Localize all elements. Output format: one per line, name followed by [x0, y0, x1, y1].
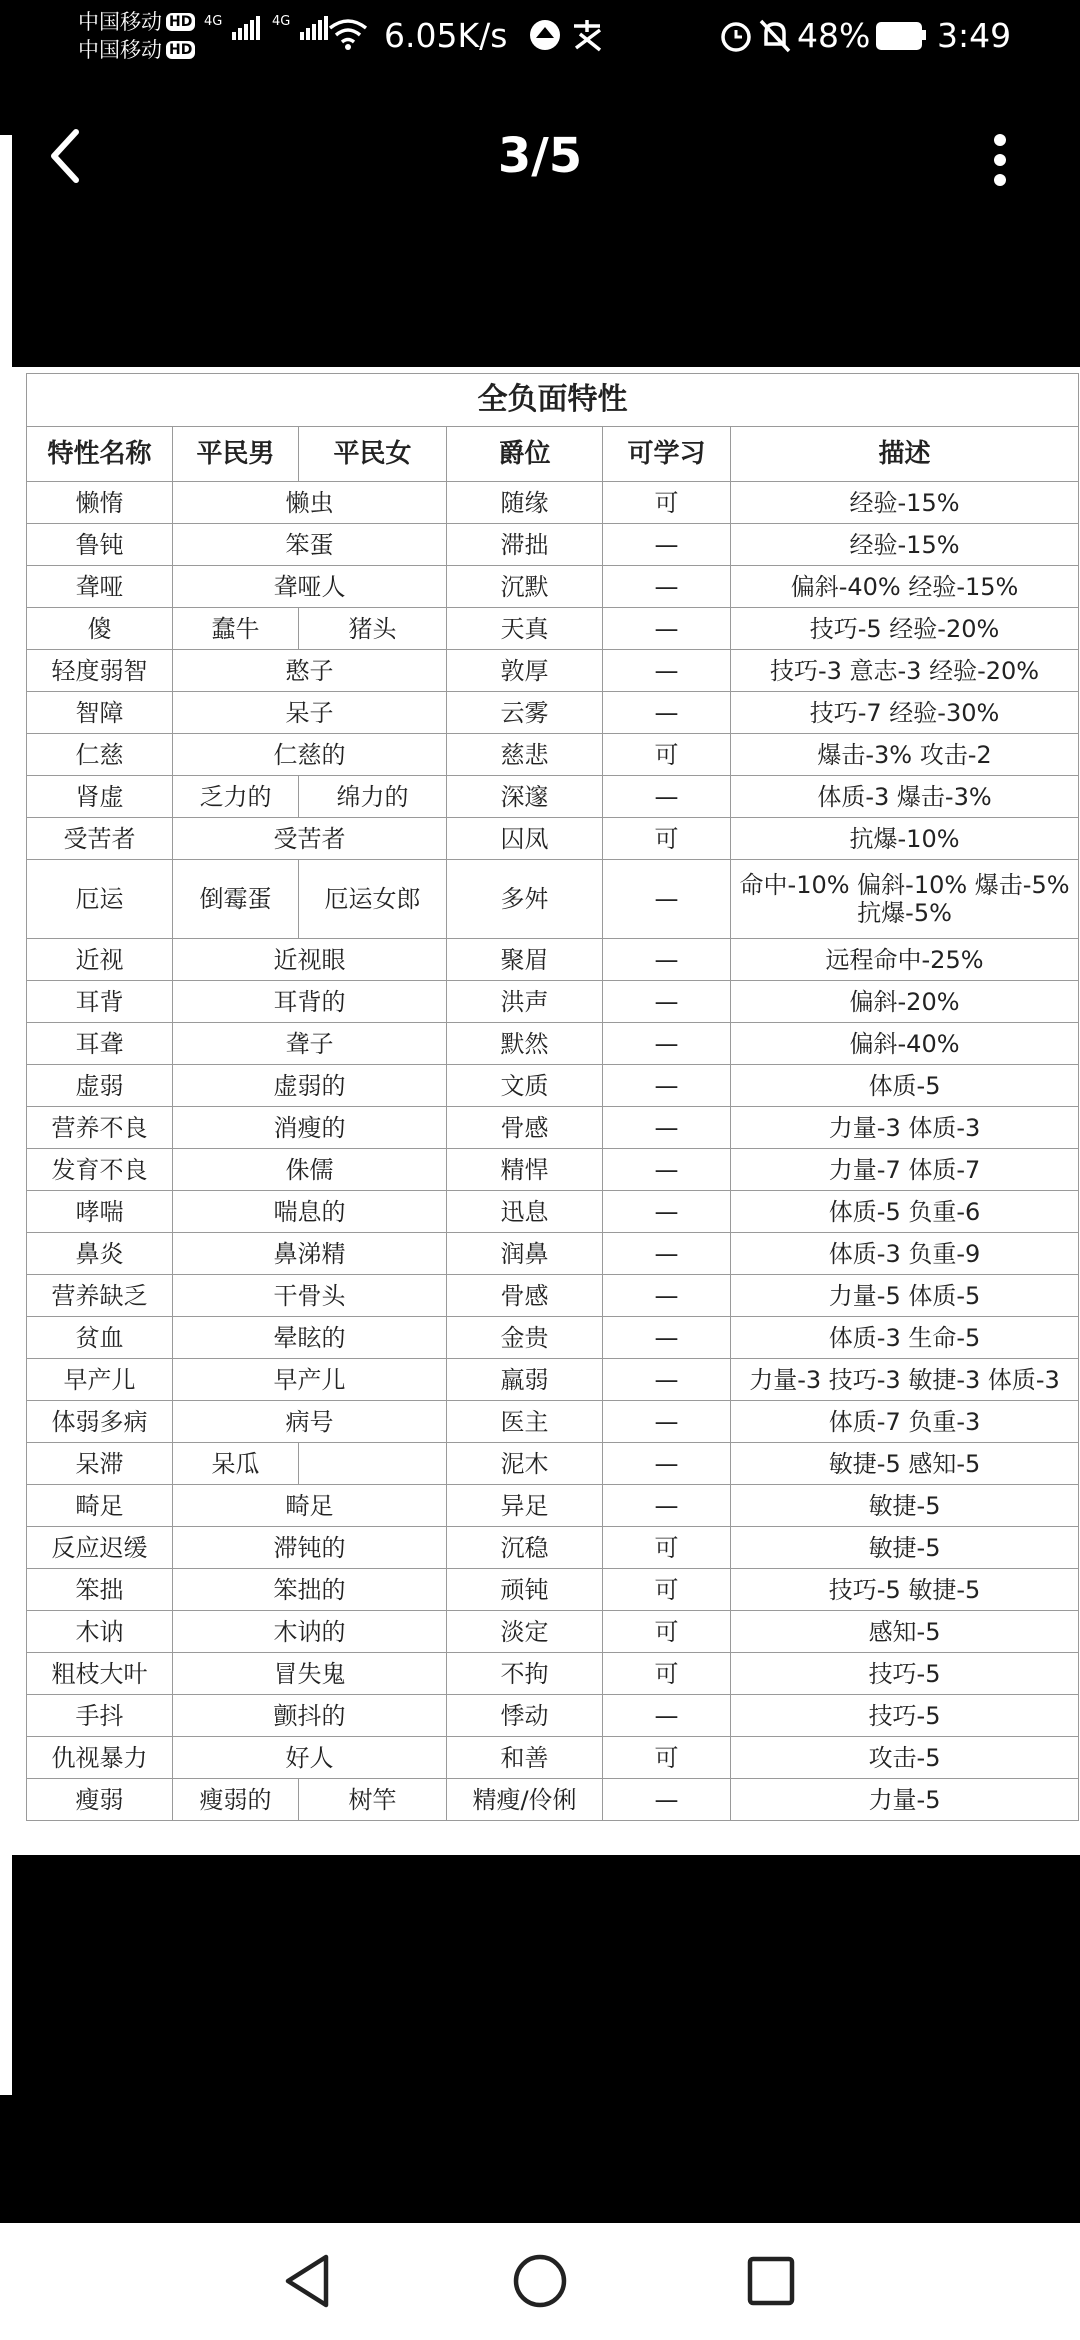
table-cell-title: 多舛 [447, 860, 603, 939]
table-cell-male: 聋子 [173, 1023, 447, 1065]
table-row [27, 650, 1079, 692]
table-cell-male: 乏力的 [173, 776, 299, 818]
table-cell-name: 聋哑 [27, 566, 173, 608]
column-header: 特性名称 [27, 427, 173, 482]
page-indicator: 3/5 [497, 128, 583, 184]
table-row [27, 608, 1079, 650]
table-cell-learn: — [603, 566, 731, 608]
table-cell-title: 聚眉 [447, 939, 603, 981]
table-title: 全负面特性 [27, 374, 1079, 427]
table-cell-name: 近视 [27, 939, 173, 981]
table-cell-name: 早产儿 [27, 1359, 173, 1401]
table-cell-desc: 远程命中-25% [731, 939, 1079, 981]
table-cell-desc: 体质-5 [731, 1065, 1079, 1107]
table-row [27, 981, 1079, 1023]
nav-home-icon[interactable] [512, 2253, 568, 2309]
hd-badge-2: HD [166, 41, 195, 59]
table-row [27, 734, 1079, 776]
table-cell-desc: 力量-3 体质-3 [731, 1107, 1079, 1149]
table-cell-name: 手抖 [27, 1695, 173, 1737]
table-cell-name: 受苦者 [27, 818, 173, 860]
table-cell-name: 懒惰 [27, 482, 173, 524]
alarm-icon [718, 18, 754, 54]
table-cell-desc: 感知-5 [731, 1611, 1079, 1653]
table-row [27, 1275, 1079, 1317]
table-cell-name: 反应迟缓 [27, 1527, 173, 1569]
table-cell-title: 和善 [447, 1737, 603, 1779]
table-cell-desc: 技巧-7 经验-30% [731, 692, 1079, 734]
table-cell-learn: 可 [603, 1653, 731, 1695]
table-cell-learn: — [603, 1191, 731, 1233]
table-cell-male: 懒虫 [173, 482, 447, 524]
table-cell-male: 倒霉蛋 [173, 860, 299, 939]
table-cell-desc: 力量-5 体质-5 [731, 1275, 1079, 1317]
table-cell-title: 羸弱 [447, 1359, 603, 1401]
table-cell-name: 体弱多病 [27, 1401, 173, 1443]
table-cell-desc: 抗爆-10% [731, 818, 1079, 860]
table-cell-name: 粗枝大叶 [27, 1653, 173, 1695]
table-row [27, 1443, 1079, 1485]
table-cell-name: 哮喘 [27, 1191, 173, 1233]
table-row [27, 1023, 1079, 1065]
table-cell-female: 绵力的 [299, 776, 447, 818]
table-cell-learn: — [603, 1107, 731, 1149]
table-cell-name: 鲁钝 [27, 524, 173, 566]
table-row [27, 566, 1079, 608]
hd-badge: HD [166, 13, 195, 31]
table-cell-name: 仁慈 [27, 734, 173, 776]
table-cell-desc: 力量-5 [731, 1779, 1079, 1821]
app-notification-icon-2 [570, 18, 606, 52]
table-cell-desc: 经验-15% [731, 524, 1079, 566]
table-cell-name: 笨拙 [27, 1569, 173, 1611]
table-row [27, 1779, 1079, 1821]
network-speed: 6.05K/s [384, 16, 508, 55]
table-row [27, 1611, 1079, 1653]
table-cell-male: 干骨头 [173, 1275, 447, 1317]
table-cell-name: 耳背 [27, 981, 173, 1023]
table-cell-male: 冒失鬼 [173, 1653, 447, 1695]
table-cell-male: 笨蛋 [173, 524, 447, 566]
table-cell-name: 轻度弱智 [27, 650, 173, 692]
table-cell-female [299, 1443, 447, 1485]
table-cell-learn: — [603, 939, 731, 981]
table-cell-male: 晕眩的 [173, 1317, 447, 1359]
table-row [27, 1653, 1079, 1695]
table-cell-name: 厄运 [27, 860, 173, 939]
table-row [27, 1149, 1079, 1191]
table-row [27, 939, 1079, 981]
table-cell-desc: 技巧-5 [731, 1695, 1079, 1737]
viewed-image[interactable] [12, 367, 1080, 1855]
table-cell-title: 云雾 [447, 692, 603, 734]
table-cell-title: 悸动 [447, 1695, 603, 1737]
table-cell-desc: 命中-10% 偏斜-10% 爆击-5% 抗爆-5% [731, 860, 1079, 939]
table-cell-title: 敦厚 [447, 650, 603, 692]
table-cell-title: 天真 [447, 608, 603, 650]
column-header: 爵位 [447, 427, 603, 482]
table-cell-title: 精悍 [447, 1149, 603, 1191]
table-cell-title: 慈悲 [447, 734, 603, 776]
table-cell-male: 好人 [173, 1737, 447, 1779]
table-cell-learn: — [603, 524, 731, 566]
table-cell-title: 泥木 [447, 1443, 603, 1485]
battery-icon [876, 22, 922, 50]
table-row [27, 1695, 1079, 1737]
column-header: 平民男 [173, 427, 299, 482]
table-cell-learn: — [603, 1779, 731, 1821]
wifi-icon [328, 18, 368, 50]
table-cell-desc: 敏捷-5 [731, 1485, 1079, 1527]
table-row [27, 776, 1079, 818]
carrier-info [78, 8, 195, 64]
table-cell-male: 消瘦的 [173, 1107, 447, 1149]
table-cell-male: 仁慈的 [173, 734, 447, 776]
table-cell-name: 畸足 [27, 1485, 173, 1527]
table-row [27, 1401, 1079, 1443]
carrier-2: 中国移动 [78, 38, 162, 62]
mute-icon [758, 18, 792, 54]
table-row [27, 1359, 1079, 1401]
column-header: 平民女 [299, 427, 447, 482]
table-cell-name: 虚弱 [27, 1065, 173, 1107]
table-cell-desc: 技巧-5 [731, 1653, 1079, 1695]
table-cell-title: 深邃 [447, 776, 603, 818]
table-row [27, 1527, 1079, 1569]
table-cell-male: 呆瓜 [173, 1443, 299, 1485]
table-cell-male: 早产儿 [173, 1359, 447, 1401]
negative-traits-table [26, 373, 1079, 1821]
table-cell-name: 智障 [27, 692, 173, 734]
table-row [27, 1107, 1079, 1149]
table-cell-desc: 技巧-3 意志-3 经验-20% [731, 650, 1079, 692]
table-cell-name: 耳聋 [27, 1023, 173, 1065]
table-cell-learn: — [603, 1443, 731, 1485]
table-cell-name: 营养不良 [27, 1107, 173, 1149]
table-cell-learn: — [603, 1023, 731, 1065]
table-cell-learn: — [603, 692, 731, 734]
table-cell-name: 贫血 [27, 1317, 173, 1359]
table-cell-desc: 技巧-5 经验-20% [731, 608, 1079, 650]
table-row [27, 818, 1079, 860]
table-cell-title: 异足 [447, 1485, 603, 1527]
table-cell-learn: — [603, 1359, 731, 1401]
table-cell-learn: — [603, 1149, 731, 1191]
table-cell-male: 蠢牛 [173, 608, 299, 650]
table-cell-name: 仇视暴力 [27, 1737, 173, 1779]
table-cell-learn: 可 [603, 1611, 731, 1653]
table-cell-male: 近视眼 [173, 939, 447, 981]
table-cell-learn: 可 [603, 734, 731, 776]
nav-recents-icon[interactable] [746, 2253, 796, 2309]
image-edge [0, 135, 12, 2095]
top-app-bar [0, 110, 1080, 210]
table-cell-male: 木讷的 [173, 1611, 447, 1653]
table-cell-learn: — [603, 1065, 731, 1107]
table-cell-learn: 可 [603, 818, 731, 860]
system-nav-bar [0, 2223, 1080, 2340]
table-cell-desc: 偏斜-40% 经验-15% [731, 566, 1079, 608]
table-cell-desc: 敏捷-5 [731, 1527, 1079, 1569]
table-cell-desc: 偏斜-40% [731, 1023, 1079, 1065]
column-header: 描述 [731, 427, 1079, 482]
table-cell-male: 鼻涕精 [173, 1233, 447, 1275]
table-cell-male: 耳背的 [173, 981, 447, 1023]
table-cell-desc: 偏斜-20% [731, 981, 1079, 1023]
table-cell-title: 默然 [447, 1023, 603, 1065]
table-cell-name: 鼻炎 [27, 1233, 173, 1275]
table-cell-male: 病号 [173, 1401, 447, 1443]
table-cell-title: 滞拙 [447, 524, 603, 566]
table-cell-title: 沉稳 [447, 1527, 603, 1569]
table-row [27, 692, 1079, 734]
table-cell-female: 树竿 [299, 1779, 447, 1821]
table-cell-title: 文质 [447, 1065, 603, 1107]
more-vertical-icon[interactable] [990, 132, 1010, 188]
table-cell-name: 瘦弱 [27, 1779, 173, 1821]
table-cell-male: 喘息的 [173, 1191, 447, 1233]
table-cell-title: 骨感 [447, 1107, 603, 1149]
table-cell-title: 囚凤 [447, 818, 603, 860]
table-cell-learn: 可 [603, 1737, 731, 1779]
table-cell-learn: — [603, 981, 731, 1023]
signal-icon [206, 16, 328, 40]
table-cell-male: 瘦弱的 [173, 1779, 299, 1821]
column-header: 可学习 [603, 427, 731, 482]
network-type-1: 4G [204, 14, 223, 29]
carrier-1: 中国移动 [78, 10, 162, 34]
table-cell-learn: 可 [603, 1569, 731, 1611]
table-cell-title: 精瘦/伶俐 [447, 1779, 603, 1821]
table-cell-learn: — [603, 1401, 731, 1443]
table-cell-male: 滞钝的 [173, 1527, 447, 1569]
table-row [27, 524, 1079, 566]
table-cell-name: 肾虚 [27, 776, 173, 818]
table-cell-male: 笨拙的 [173, 1569, 447, 1611]
table-cell-desc: 体质-3 生命-5 [731, 1317, 1079, 1359]
table-cell-desc: 爆击-3% 攻击-2 [731, 734, 1079, 776]
table-cell-learn: — [603, 1275, 731, 1317]
table-cell-desc: 体质-7 负重-3 [731, 1401, 1079, 1443]
status-bar [0, 0, 1080, 78]
table-cell-desc: 力量-3 技巧-3 敏捷-3 体质-3 [731, 1359, 1079, 1401]
battery-cap [922, 30, 926, 40]
table-cell-male: 聋哑人 [173, 566, 447, 608]
table-cell-desc: 敏捷-5 感知-5 [731, 1443, 1079, 1485]
table-cell-title: 医主 [447, 1401, 603, 1443]
table-cell-learn: 可 [603, 1527, 731, 1569]
table-row [27, 1485, 1079, 1527]
table-row [27, 1317, 1079, 1359]
table-cell-name: 傻 [27, 608, 173, 650]
table-cell-learn: — [603, 1695, 731, 1737]
table-cell-learn: — [603, 860, 731, 939]
table-cell-male: 颤抖的 [173, 1695, 447, 1737]
table-cell-desc: 技巧-5 敏捷-5 [731, 1569, 1079, 1611]
table-cell-male: 畸足 [173, 1485, 447, 1527]
table-cell-learn: — [603, 608, 731, 650]
table-cell-title: 洪声 [447, 981, 603, 1023]
table-cell-desc: 经验-15% [731, 482, 1079, 524]
table-cell-learn: — [603, 1317, 731, 1359]
table-cell-male: 虚弱的 [173, 1065, 447, 1107]
table-cell-male: 憨子 [173, 650, 447, 692]
table-cell-male: 侏儒 [173, 1149, 447, 1191]
table-cell-desc: 力量-7 体质-7 [731, 1149, 1079, 1191]
table-cell-male: 呆子 [173, 692, 447, 734]
network-type-2: 4G [272, 14, 291, 29]
table-cell-name: 发育不良 [27, 1149, 173, 1191]
table-row [27, 1737, 1079, 1779]
clock: 3:49 [937, 16, 1012, 55]
table-cell-learn: — [603, 1485, 731, 1527]
table-cell-desc: 攻击-5 [731, 1737, 1079, 1779]
battery-percent: 48% [797, 16, 871, 55]
table-row [27, 1191, 1079, 1233]
table-cell-title: 迅息 [447, 1191, 603, 1233]
table-row [27, 1233, 1079, 1275]
table-cell-title: 顽钝 [447, 1569, 603, 1611]
app-notification-icon [528, 18, 562, 52]
table-cell-female: 猪头 [299, 608, 447, 650]
table-cell-desc: 体质-5 负重-6 [731, 1191, 1079, 1233]
table-cell-desc: 体质-3 爆击-3% [731, 776, 1079, 818]
table-cell-title: 骨感 [447, 1275, 603, 1317]
table-cell-title: 金贵 [447, 1317, 603, 1359]
table-cell-learn: — [603, 650, 731, 692]
table-cell-title: 不拘 [447, 1653, 603, 1695]
table-cell-name: 木讷 [27, 1611, 173, 1653]
nav-back-icon[interactable] [282, 2253, 332, 2309]
table-cell-learn: 可 [603, 482, 731, 524]
table-cell-title: 淡定 [447, 1611, 603, 1653]
table-row [27, 1569, 1079, 1611]
table-cell-title: 随缘 [447, 482, 603, 524]
table-row [27, 860, 1079, 939]
table-cell-title: 润鼻 [447, 1233, 603, 1275]
table-row [27, 1065, 1079, 1107]
table-cell-learn: — [603, 776, 731, 818]
table-cell-male: 受苦者 [173, 818, 447, 860]
table-cell-name: 营养缺乏 [27, 1275, 173, 1317]
table-row [27, 482, 1079, 524]
table-cell-title: 沉默 [447, 566, 603, 608]
table-cell-learn: — [603, 1233, 731, 1275]
table-cell-female: 厄运女郎 [299, 860, 447, 939]
table-cell-name: 呆滞 [27, 1443, 173, 1485]
table-cell-desc: 体质-3 负重-9 [731, 1233, 1079, 1275]
